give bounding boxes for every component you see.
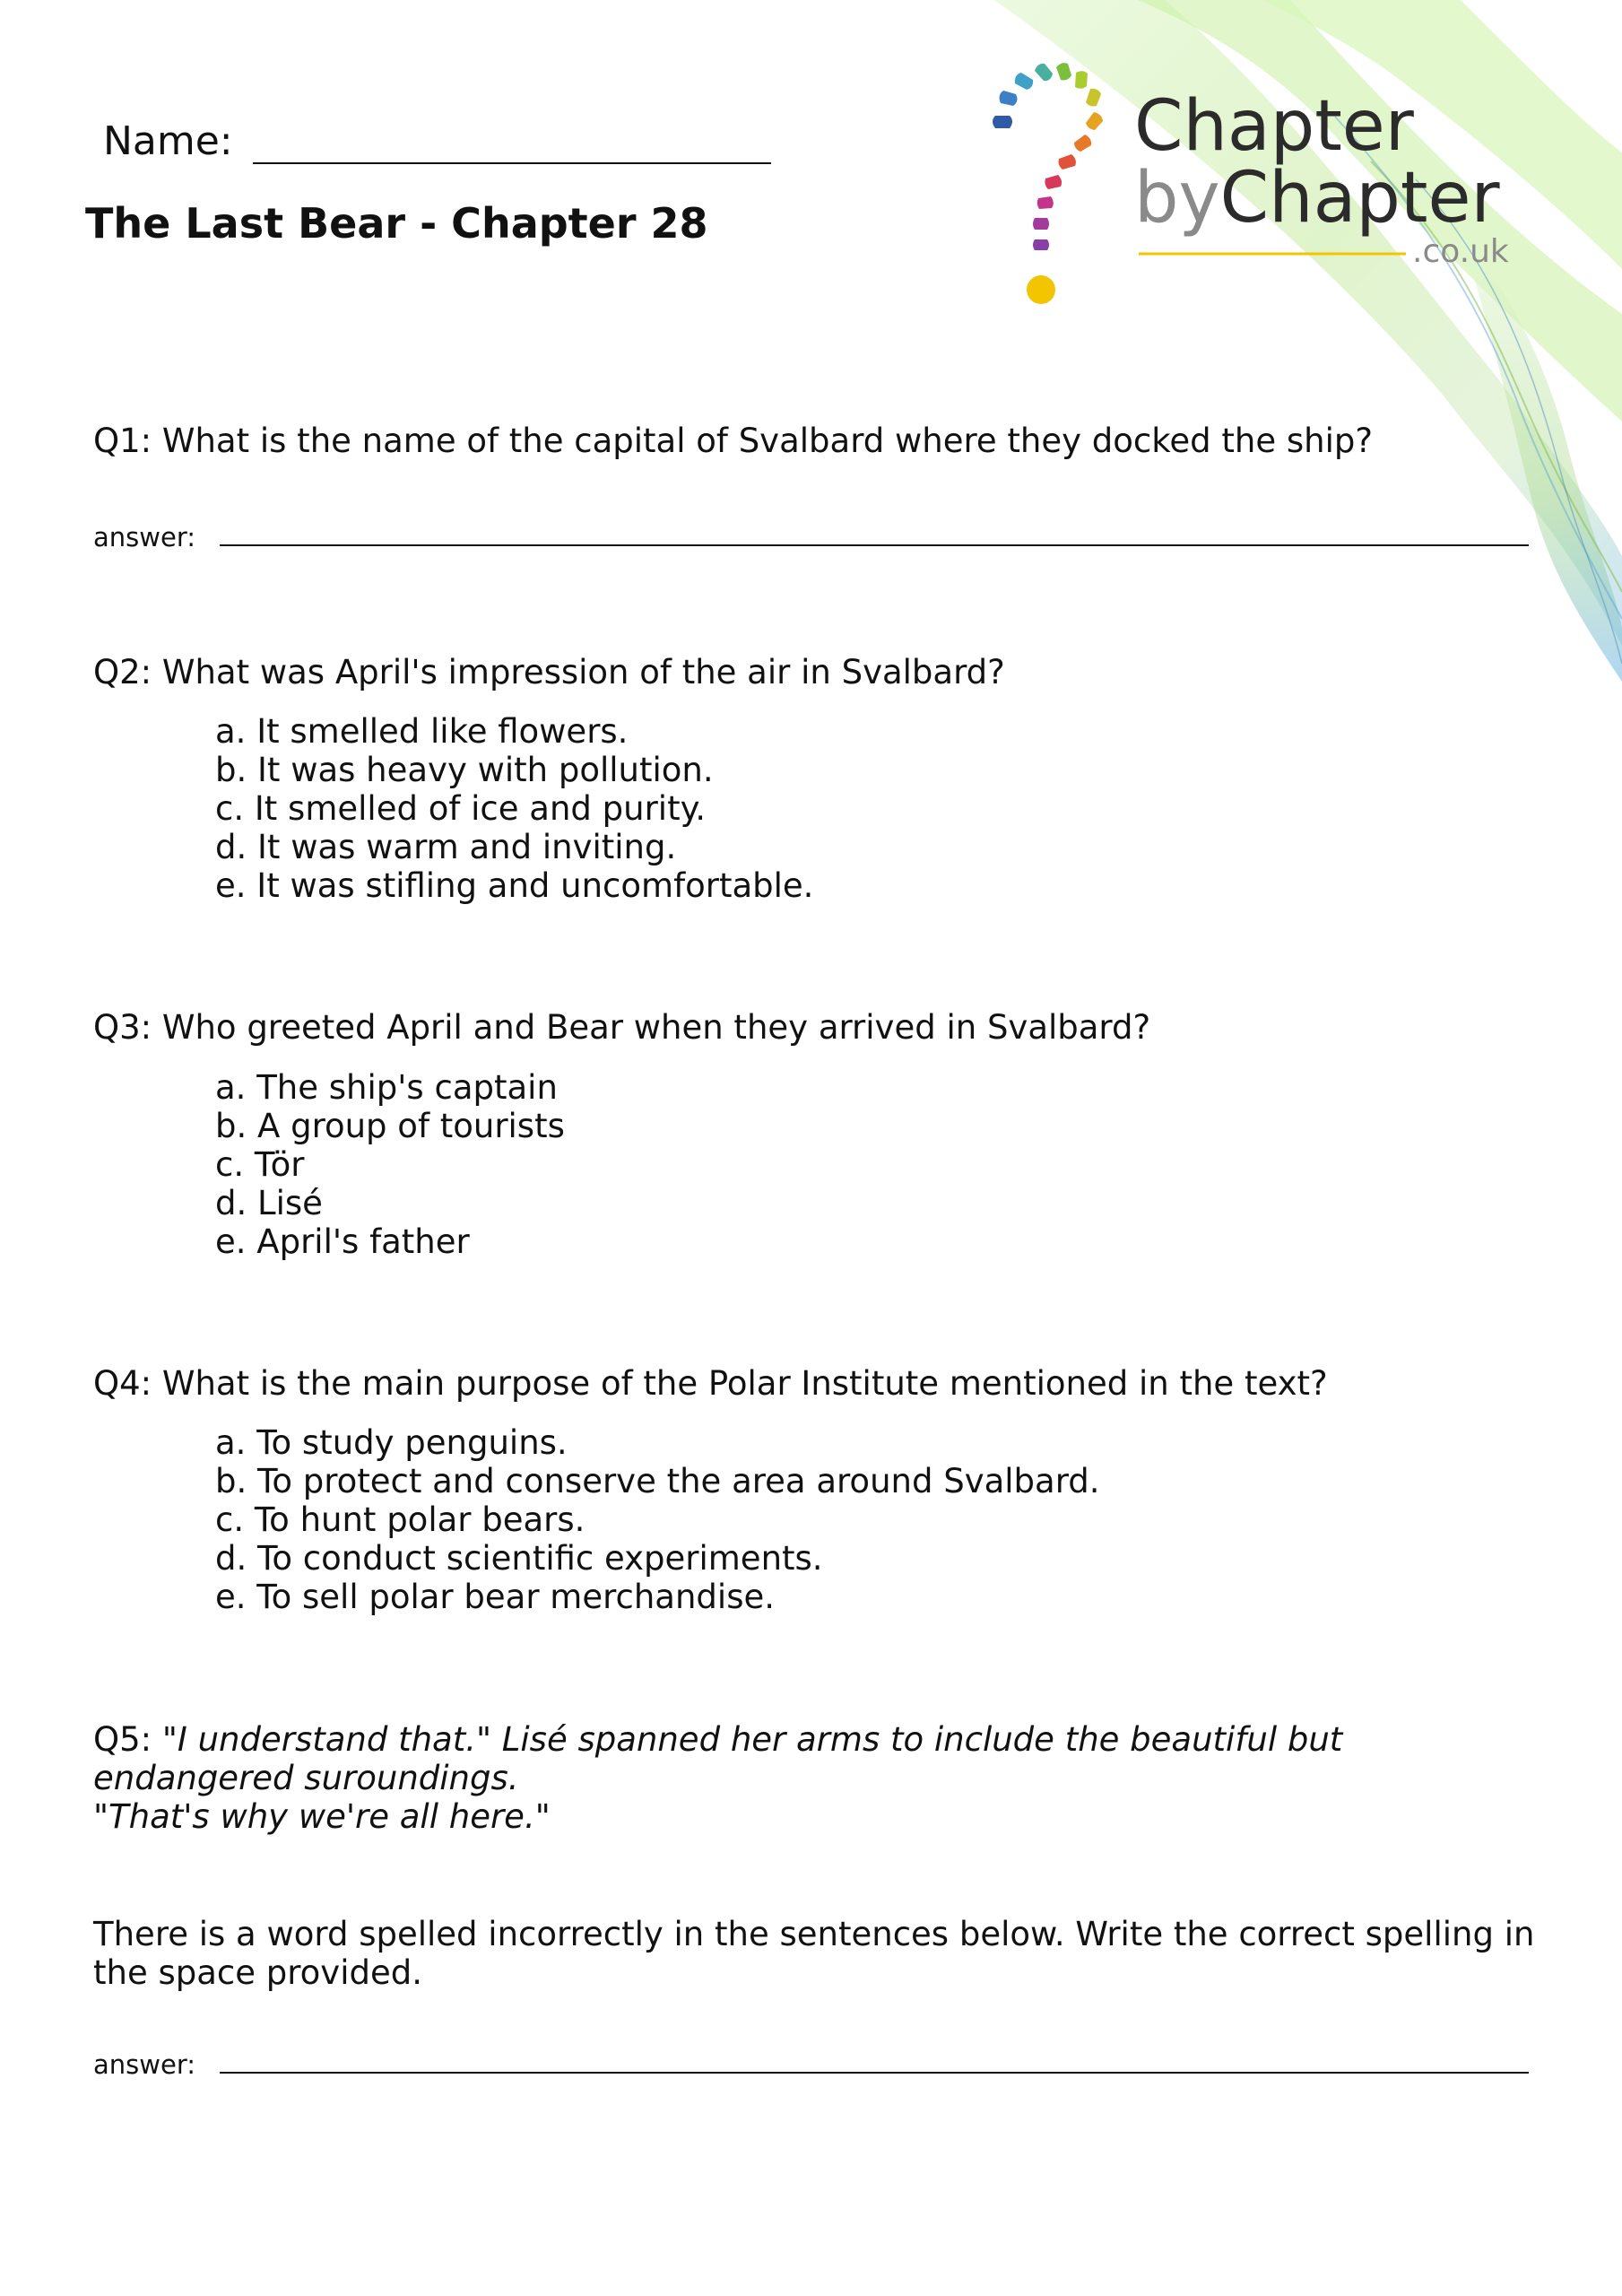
logo-line2 xyxy=(1134,158,1500,239)
option-q4-d[interactable]: d. To conduct scientific experiments. xyxy=(215,1539,823,1578)
answer-line-q1[interactable] xyxy=(220,544,1529,546)
option-q3-e[interactable]: e. April's father xyxy=(215,1222,470,1261)
question-5-quote: "I understand that." Lisé spanned her arms to include the beautiful but endangered suroundings. "That's why we're all here." xyxy=(93,1720,1343,1836)
option-q2-c[interactable]: c. It smelled of ice and purity. xyxy=(215,789,706,828)
option-q3-c[interactable]: c. Tör xyxy=(215,1145,305,1184)
worksheet-title: The Last Bear - Chapter 28 xyxy=(85,199,708,248)
logo-line2-main: Chapter xyxy=(1219,158,1500,239)
option-q3-a[interactable]: a. The ship's captain xyxy=(215,1068,558,1107)
question-5-instruction: There is a word spelled incorrectly in the sentences below. Write the correct spelling in the space provided. xyxy=(93,1915,1535,1992)
question-5 xyxy=(93,1720,1438,1836)
book-question-mark-icon xyxy=(993,63,1103,304)
option-q4-e[interactable]: e. To sell polar bear merchandise. xyxy=(215,1578,775,1616)
option-q4-c[interactable]: c. To hunt polar bears. xyxy=(215,1500,585,1539)
option-q3-d[interactable]: d. Lisé xyxy=(215,1184,323,1222)
question-2: Q2: What was April's impression of the air in Svalbard? xyxy=(93,653,1005,691)
option-q2-d[interactable]: d. It was warm and inviting. xyxy=(215,828,677,866)
logo-line2-prefix: by xyxy=(1134,158,1220,239)
option-q3-b[interactable]: b. A group of tourists xyxy=(215,1107,565,1145)
name-label: Name: xyxy=(103,118,233,164)
option-q4-b[interactable]: b. To protect and conserve the area around Svalbard. xyxy=(215,1462,1100,1500)
logo-line1: Chapter xyxy=(1134,86,1414,167)
question-5-prefix: Q5: xyxy=(93,1720,162,1759)
options-q3 xyxy=(215,1068,565,1261)
options-q4 xyxy=(215,1423,1100,1616)
chapter-by-chapter-logo xyxy=(968,49,1542,318)
question-4: Q4: What is the main purpose of the Polar Institute mentioned in the text? xyxy=(93,1364,1328,1403)
option-q2-e[interactable]: e. It was stifling and uncomfortable. xyxy=(215,866,814,905)
answer-label-q1: answer: xyxy=(93,522,196,552)
question-1: Q1: What is the name of the capital of Svalbard where they docked the ship? xyxy=(93,422,1373,460)
answer-label-q5: answer: xyxy=(93,2049,196,2080)
option-q2-b[interactable]: b. It was heavy with pollution. xyxy=(215,751,714,789)
option-q4-a[interactable]: a. To study penguins. xyxy=(215,1423,568,1462)
option-q2-a[interactable]: a. It smelled like flowers. xyxy=(215,712,629,751)
name-write-line[interactable] xyxy=(253,162,771,164)
question-3: Q3: Who greeted April and Bear when they arrived in Svalbard? xyxy=(93,1008,1151,1047)
answer-line-q5[interactable] xyxy=(220,2072,1529,2074)
logo-domain: .co.uk xyxy=(1412,233,1509,270)
options-q2 xyxy=(215,712,813,905)
